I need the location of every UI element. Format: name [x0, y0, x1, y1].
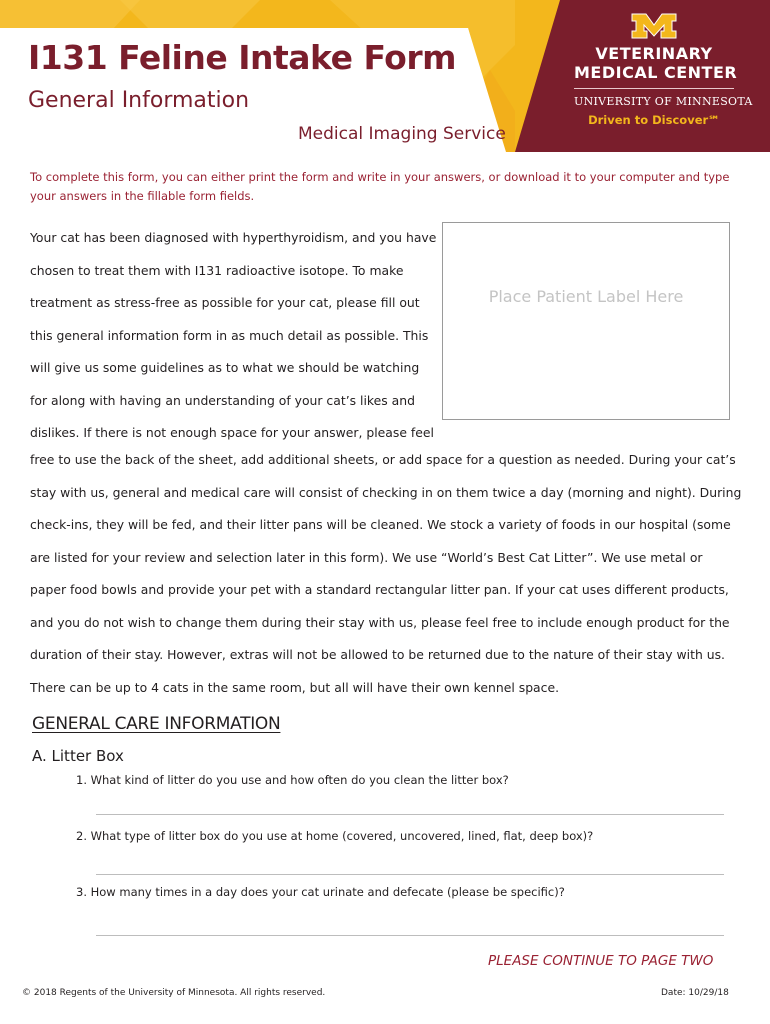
question-1: 1. What kind of litter do you use and how often do you clean the litter box?: [76, 773, 509, 787]
intro-paragraph-part2: free to use the back of the sheet, add additional sheets, or add space for a question as needed. During your cat’s stay with us, general and medical care will consist of checking in on them twice a day (morning and night). During check-ins, they will be fed, and their litter pans will be cleaned. We stock a variety of foods in our hospital (some are listed for your review and selection later in this form). We use “World’s Best Cat Litter”. We use metal or paper food bowls and provide your pet with a standard rectangular litter pan. If your cat uses different products, and you do not wish to change them during their stay with us, please feel free to include enough product for the duration of their stay. However, extras will not be allowed to be returned due to the nature of their stay with us. There can be up to 4 cats in the same room, but all will have their own kennel space.: [30, 452, 742, 695]
patient-label-box: [442, 222, 730, 420]
subsection-litter-box: A. Litter Box: [32, 747, 124, 765]
answer-field-3[interactable]: [96, 935, 724, 936]
question-3: 3. How many times in a day does your cat urinate and defecate (please be specific)?: [76, 885, 565, 899]
university-tagline: Driven to Discover℠: [588, 113, 720, 127]
logo-line-veterinary: VETERINARY: [595, 44, 713, 63]
answer-field-2[interactable]: [96, 874, 724, 875]
form-instructions: To complete this form, you can either print the form and write in your answers, or download it to your computer and type your answers in the fillable form fields.: [30, 170, 730, 203]
patient-label-placeholder: Place Patient Label Here: [488, 287, 684, 306]
form-title: I131 Feline Intake Form: [28, 38, 457, 77]
service-name: Medical Imaging Service: [298, 124, 506, 144]
university-m-logo: [630, 12, 678, 40]
logo-divider: [574, 88, 734, 89]
logo-line-medical-center: MEDICAL CENTER: [574, 63, 738, 82]
page-header: [0, 0, 770, 152]
form-date: Date: 10/29/18: [661, 988, 729, 998]
question-2: 2. What type of litter box do you use at home (covered, uncovered, lined, flat, deep box)?: [76, 829, 594, 843]
continue-notice: PLEASE CONTINUE TO PAGE TWO: [488, 953, 714, 969]
intro-paragraph-part1: Your cat has been diagnosed with hyperthyroidism, and you have chosen to treat them with I131 radioactive isotope. To make treatment as stress-free as possible for your cat, please fill out this general information form in as much detail as possible. This will give us some guidelines as to what we should be watching for along with having an understanding of your cat’s likes and dislikes. If there is not enough space for your answer, please feel: [30, 230, 437, 440]
university-name: UNIVERSITY OF MINNESOTA: [574, 95, 753, 108]
form-subtitle: General Information: [28, 88, 250, 113]
copyright-notice: © 2018 Regents of the University of Minnesota. All rights reserved.: [22, 988, 326, 998]
answer-field-1[interactable]: [96, 814, 724, 815]
section-heading: GENERAL CARE INFORMATION: [32, 714, 281, 734]
